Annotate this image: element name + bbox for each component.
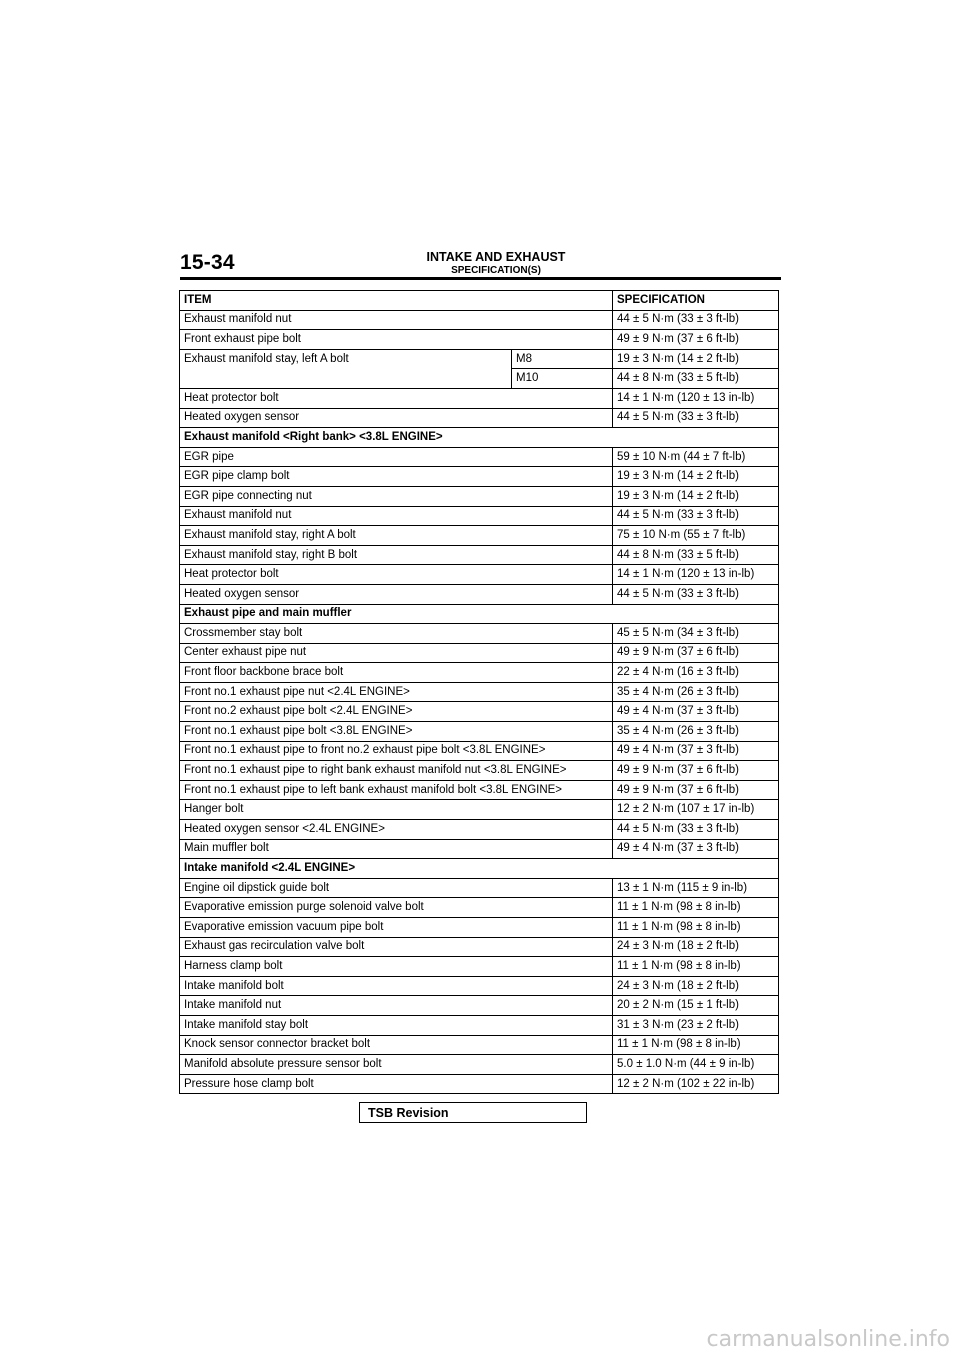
table-row xyxy=(180,545,779,565)
row-spec: 49 ± 4 N·m (37 ± 3 ft-lb) xyxy=(613,741,779,761)
row-item: EGR pipe connecting nut xyxy=(180,486,613,506)
row-spec: 44 ± 5 N·m (33 ± 3 ft-lb) xyxy=(613,408,779,428)
row-item: EGR pipe xyxy=(180,447,613,467)
tsb-revision-box: TSB Revision xyxy=(359,1102,587,1123)
header-rule xyxy=(180,277,781,280)
table-row xyxy=(180,1055,779,1075)
row-spec: 22 ± 4 N·m (16 ± 3 ft-lb) xyxy=(613,663,779,683)
table-row xyxy=(180,330,779,350)
row-item: Heat protector bolt xyxy=(180,565,613,585)
table-row xyxy=(180,780,779,800)
table-row xyxy=(180,486,779,506)
row-item: Manifold absolute pressure sensor bolt xyxy=(180,1055,613,1075)
table-row xyxy=(180,388,779,408)
section-header-row xyxy=(180,859,779,879)
section-header-row xyxy=(180,604,779,624)
column-header-specification: SPECIFICATION xyxy=(613,291,779,311)
row-item: Heat protector bolt xyxy=(180,388,613,408)
row-spec: 49 ± 4 N·m (37 ± 3 ft-lb) xyxy=(613,839,779,859)
row-spec: 19 ± 3 N·m (14 ± 2 ft-lb) xyxy=(613,467,779,487)
row-spec: 35 ± 4 N·m (26 ± 3 ft-lb) xyxy=(613,682,779,702)
row-item: Heated oxygen sensor xyxy=(180,584,613,604)
row-size: M8 xyxy=(512,349,613,369)
table-row xyxy=(180,310,779,330)
row-spec: 11 ± 1 N·m (98 ± 8 in-lb) xyxy=(613,918,779,938)
row-item: Heated oxygen sensor <2.4L ENGINE> xyxy=(180,820,613,840)
table-row xyxy=(180,976,779,996)
section-title: INTAKE AND EXHAUST xyxy=(426,250,566,264)
table-row xyxy=(180,584,779,604)
row-spec: 31 ± 3 N·m (23 ± 2 ft-lb) xyxy=(613,1015,779,1035)
row-spec: 44 ± 8 N·m (33 ± 5 ft-lb) xyxy=(613,545,779,565)
page-number: 15-34 xyxy=(180,251,235,274)
table-row xyxy=(180,722,779,742)
row-item: Main muffler bolt xyxy=(180,839,613,859)
section-title-cell: Exhaust manifold <Right bank> <3.8L ENGINE> xyxy=(180,428,779,448)
row-item: Intake manifold stay bolt xyxy=(180,1015,613,1035)
table-row xyxy=(180,957,779,977)
table-row xyxy=(180,1074,779,1094)
row-size: M10 xyxy=(512,369,613,389)
row-item: Front no.1 exhaust pipe bolt <3.8L ENGINE> xyxy=(180,722,613,742)
row-spec: 49 ± 9 N·m (37 ± 6 ft-lb) xyxy=(613,780,779,800)
column-header-item: ITEM xyxy=(180,291,613,311)
row-item: Exhaust manifold stay, left A bolt xyxy=(180,349,512,388)
table-row xyxy=(180,682,779,702)
table-row xyxy=(180,526,779,546)
row-item: Harness clamp bolt xyxy=(180,957,613,977)
row-spec: 5.0 ± 1.0 N·m (44 ± 9 in-lb) xyxy=(613,1055,779,1075)
table-row xyxy=(180,878,779,898)
table-row xyxy=(180,447,779,467)
section-title-cell: Intake manifold <2.4L ENGINE> xyxy=(180,859,779,879)
section-title-cell: Exhaust pipe and main muffler xyxy=(180,604,779,624)
row-spec: 49 ± 4 N·m (37 ± 3 ft-lb) xyxy=(613,702,779,722)
table-row xyxy=(180,996,779,1016)
row-spec: 20 ± 2 N·m (15 ± 1 ft-lb) xyxy=(613,996,779,1016)
row-item: Intake manifold bolt xyxy=(180,976,613,996)
table-row xyxy=(180,937,779,957)
row-spec: 11 ± 1 N·m (98 ± 8 in-lb) xyxy=(613,1035,779,1055)
row-item: Crossmember stay bolt xyxy=(180,624,613,644)
row-item: Front floor backbone brace bolt xyxy=(180,663,613,683)
table-row xyxy=(180,839,779,859)
table-row xyxy=(180,663,779,683)
row-spec: 49 ± 9 N·m (37 ± 6 ft-lb) xyxy=(613,643,779,663)
row-item: Intake manifold nut xyxy=(180,996,613,1016)
row-item: Front no.1 exhaust pipe nut <2.4L ENGINE> xyxy=(180,682,613,702)
watermark: carmanualsonline.info xyxy=(706,1327,950,1352)
row-spec: 19 ± 3 N·m (14 ± 2 ft-lb) xyxy=(613,486,779,506)
row-spec: 44 ± 5 N·m (33 ± 3 ft-lb) xyxy=(613,820,779,840)
row-item: Front no.1 exhaust pipe to right bank exhaust manifold nut <3.8L ENGINE> xyxy=(180,761,613,781)
table-row xyxy=(180,467,779,487)
table-row xyxy=(180,761,779,781)
row-spec: 49 ± 9 N·m (37 ± 6 ft-lb) xyxy=(613,330,779,350)
table-header-row xyxy=(180,291,779,311)
row-spec: 24 ± 3 N·m (18 ± 2 ft-lb) xyxy=(613,937,779,957)
row-spec: 35 ± 4 N·m (26 ± 3 ft-lb) xyxy=(613,722,779,742)
row-spec: 19 ± 3 N·m (14 ± 2 ft-lb) xyxy=(613,349,779,369)
row-item: Exhaust manifold nut xyxy=(180,310,613,330)
row-item: Exhaust manifold stay, right A bolt xyxy=(180,526,613,546)
specification-table xyxy=(179,290,779,1094)
row-item: Front exhaust pipe bolt xyxy=(180,330,613,350)
section-header-row xyxy=(180,428,779,448)
row-spec: 11 ± 1 N·m (98 ± 8 in-lb) xyxy=(613,898,779,918)
table-row xyxy=(180,1015,779,1035)
row-spec: 12 ± 2 N·m (102 ± 22 in-lb) xyxy=(613,1074,779,1094)
row-spec: 13 ± 1 N·m (115 ± 9 in-lb) xyxy=(613,878,779,898)
table-row xyxy=(180,506,779,526)
row-item: Hanger bolt xyxy=(180,800,613,820)
row-spec: 44 ± 5 N·m (33 ± 3 ft-lb) xyxy=(613,506,779,526)
row-item: Knock sensor connector bracket bolt xyxy=(180,1035,613,1055)
table-row xyxy=(180,643,779,663)
row-spec: 24 ± 3 N·m (18 ± 2 ft-lb) xyxy=(613,976,779,996)
row-spec: 49 ± 9 N·m (37 ± 6 ft-lb) xyxy=(613,761,779,781)
row-spec: 14 ± 1 N·m (120 ± 13 in-lb) xyxy=(613,388,779,408)
row-spec: 75 ± 10 N·m (55 ± 7 ft-lb) xyxy=(613,526,779,546)
table-row xyxy=(180,918,779,938)
row-item: Front no.1 exhaust pipe to front no.2 exhaust pipe bolt <3.8L ENGINE> xyxy=(180,741,613,761)
row-spec: 14 ± 1 N·m (120 ± 13 in-lb) xyxy=(613,565,779,585)
table-row xyxy=(180,800,779,820)
row-item: Front no.2 exhaust pipe bolt <2.4L ENGINE> xyxy=(180,702,613,722)
table-row xyxy=(180,898,779,918)
table-row xyxy=(180,624,779,644)
row-spec: 59 ± 10 N·m (44 ± 7 ft-lb) xyxy=(613,447,779,467)
row-spec: 45 ± 5 N·m (34 ± 3 ft-lb) xyxy=(613,624,779,644)
row-spec: 12 ± 2 N·m (107 ± 17 in-lb) xyxy=(613,800,779,820)
row-spec: 11 ± 1 N·m (98 ± 8 in-lb) xyxy=(613,957,779,977)
row-item: Pressure hose clamp bolt xyxy=(180,1074,613,1094)
row-item: Front no.1 exhaust pipe to left bank exhaust manifold bolt <3.8L ENGINE> xyxy=(180,780,613,800)
row-item: Evaporative emission purge solenoid valve bolt xyxy=(180,898,613,918)
table-row xyxy=(180,741,779,761)
row-item: Heated oxygen sensor xyxy=(180,408,613,428)
row-spec: 44 ± 8 N·m (33 ± 5 ft-lb) xyxy=(613,369,779,389)
row-spec: 44 ± 5 N·m (33 ± 3 ft-lb) xyxy=(613,310,779,330)
row-item: Exhaust manifold nut xyxy=(180,506,613,526)
table-row xyxy=(180,702,779,722)
row-item: Engine oil dipstick guide bolt xyxy=(180,878,613,898)
table-row xyxy=(180,1035,779,1055)
table-row xyxy=(180,820,779,840)
row-item: Exhaust manifold stay, right B bolt xyxy=(180,545,613,565)
row-item: Center exhaust pipe nut xyxy=(180,643,613,663)
row-item: Exhaust gas recirculation valve bolt xyxy=(180,937,613,957)
specification-table-body xyxy=(180,291,779,1094)
table-row xyxy=(180,565,779,585)
row-item: Evaporative emission vacuum pipe bolt xyxy=(180,918,613,938)
section-subtitle: SPECIFICATION(S) xyxy=(451,265,541,276)
table-row xyxy=(180,349,779,369)
table-row xyxy=(180,408,779,428)
row-item: EGR pipe clamp bolt xyxy=(180,467,613,487)
row-spec: 44 ± 5 N·m (33 ± 3 ft-lb) xyxy=(613,584,779,604)
